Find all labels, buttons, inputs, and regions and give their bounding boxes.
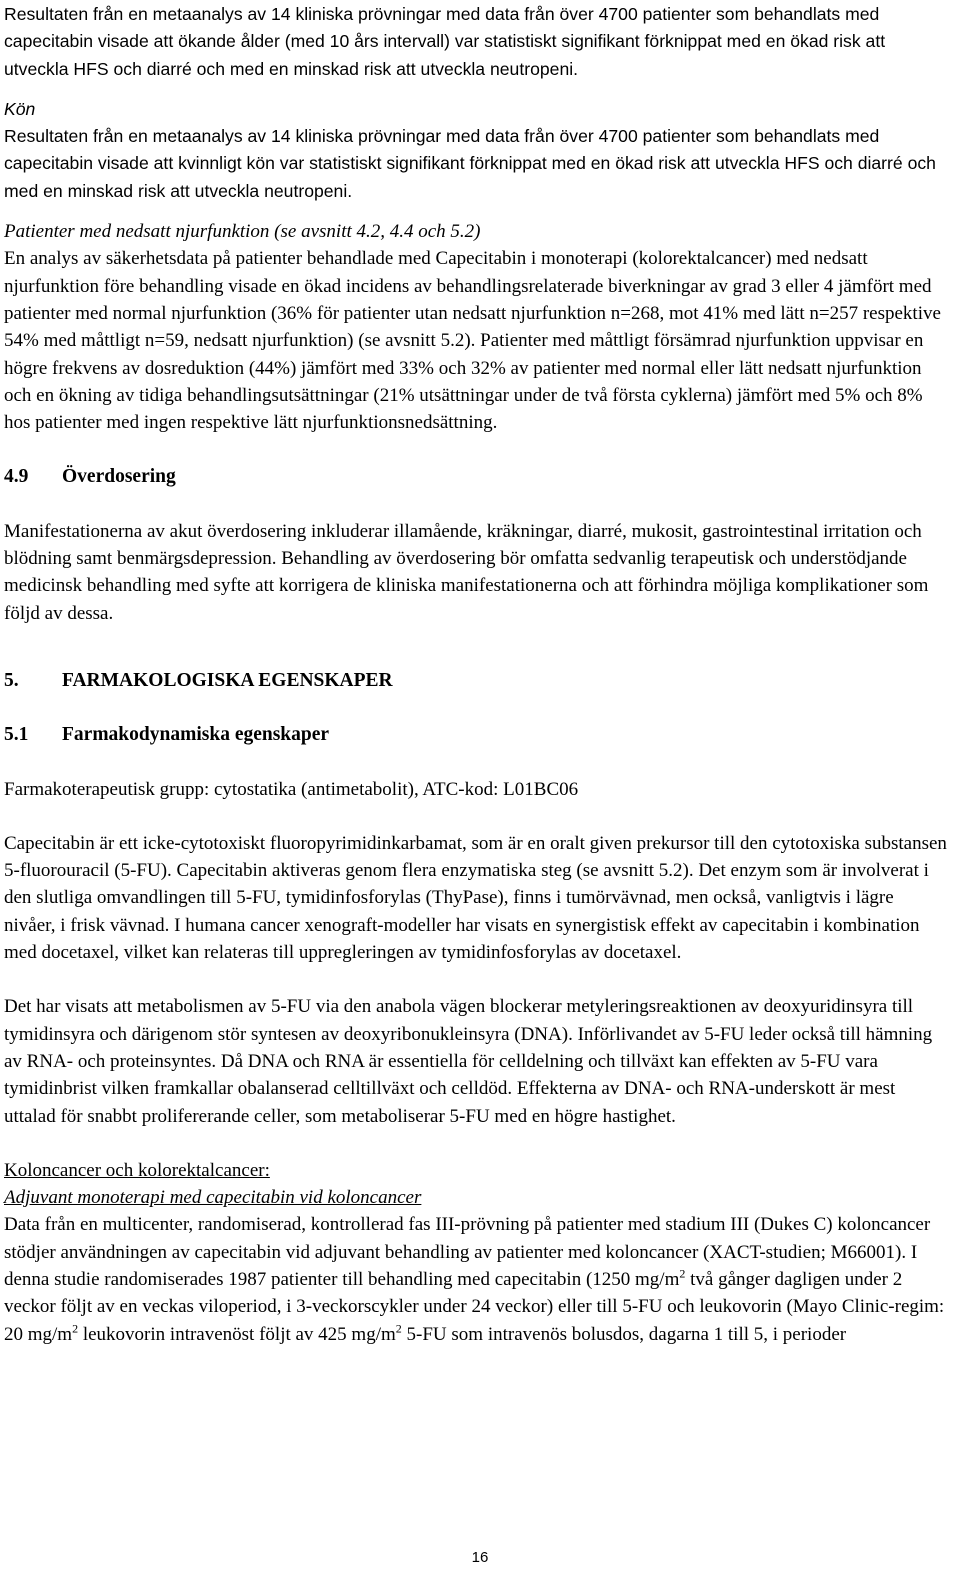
paragraph-kon: Resultaten från en metaanalys av 14 kliniska prövningar med data från över 4700 patienter som behandlats med capecitabin visade att kvinnligt kön var statistiskt signifikant förknippat med en ökad risk att utveckla HFS och diarré och med en minskad risk att utveckla neutropeni.	[4, 126, 936, 201]
heading-5-1	[4, 721, 948, 748]
heading-5-1-number: 5.1	[4, 724, 29, 746]
paragraph-mechanism-1: Capecitabin är ett icke-cytotoxiskt fluoropyrimidinkarbamat, som är en oralt given prekursor till den cytotoxiska substansen 5-fluorouracil (5-FU). Capecitabin aktiveras genom flera enzymatiska steg (se avsnitt 5.2). Det enzym som är involverat i den slutliga omvandlingen till 5-FU, tymidinfosforylas (ThyPase), finns i tumörvävnad, men också, vanligtvis i lägre nivåer, i frisk vävnad. I humana cancer xenograft-modeller har visats en synergistisk effekt av capecitabin i kombination med docetaxel, vilket kan relateras till uppregleringen av tymidinfosforylas av docetaxel.	[4, 832, 947, 964]
superscript-3: 2	[395, 1321, 402, 1336]
paragraph-overdose: Manifestationerna av akut överdosering inkluderar illamående, kräkningar, diarré, mukosit, gastrointestinal irritation och blödning samt benmärgsdepression. Behandling av överdosering bör omfatta sedvanlig terapeutisk och understödjande medicinsk behandling med syfte att korrigera de kliniska manifestationerna och att förhindra möjliga komplikationer som följd av dessa.	[4, 520, 929, 624]
paragraph-xact	[4, 1211, 948, 1347]
page-number: 16	[471, 1549, 489, 1566]
heading-5-1-title: Farmakodynamiska egenskaper	[62, 724, 330, 746]
xact-text-4: 5-FU som intravenös bolusdos, dagarna 1 till 5, i perioder	[401, 1323, 847, 1345]
superscript-2: 2	[72, 1321, 79, 1336]
xact-text-3: leukovorin intravenöst följt av 425 mg/m	[78, 1323, 396, 1345]
paragraph-mechanism-2: Det har visats att metabolismen av 5-FU via den anabola vägen blockerar metyleringsreaktionen av deoxyuridinsyra till tymidinsyra och därigenom stör syntesen av deoxyribonukleinsyra (DNA). Införlivandet av 5-FU leder också till hämning av RNA- och proteinsyntes. Då DNA och RNA är essentiella för celldelning och tillväxt kan effekten av 5-FU vara tymidinbrist vilken framkallar obalanserad celltillväxt och celldöd. Effekterna av DNA- och RNA-underskott är mest uttalad för snabbt prolifererande celler, som metaboliserar 5-FU med en högre hastighet.	[4, 996, 933, 1127]
subheading-colon-cancer: Koloncancer och kolorektalcancer:	[4, 1159, 270, 1181]
xact-text-2: två gånger dagligen under 2 veckor följt av en veckas viloperiod, i 3-veckorscykler under 24 veckor) eller till 5-FU och leukovorin (Mayo Clinic-regim: 20 mg/m	[4, 1268, 945, 1345]
xact-text-1: Data från en multicenter, randomiserad, kontrollerad fas III-prövning på patienter med stadium III (Dukes C) koloncancer stödjer användningen av capecitabin vid adjuvant behandling av patienter med koloncancer (XACT-studien; M66001). I denna studie randomiserades 1987 patienter till behandling med capecitabin (1250 mg/m	[4, 1214, 931, 1290]
heading-5	[4, 667, 948, 694]
subheading-adjuvant: Adjuvant monoterapi med capecitabin vid koloncancer	[4, 1187, 422, 1209]
subheading-renal: Patienter med nedsatt njurfunktion (se avsnitt 4.2, 4.4 och 5.2)	[4, 221, 481, 243]
paragraph-renal: En analys av säkerhetsdata på patienter behandlade med Capecitabin i monoterapi (kolorektalcancer) med nedsatt njurfunktion före behandling visade en ökad incidens av behandlingsrelaterade biverkningar av grad 3 eller 4 jämfört med patienter med normal njurfunktion (36% för patienter utan nedsatt njurfunktion n=268, mot 41% med lätt n=257 respektive 54% med måttligt n=59, nedsatt njurfunktion) (se avsnitt 5.2). Patienter med måttligt försämrad njurfunktion uppvisar en högre frekvens av dosreduktion (44%) jämfört med 33% och 32% av patienter med normal eller lätt nedsatt njurfunktion och en ökning av tidiga behandlingsutsättningar (21% utsättningar under de två första cyklerna) jämfört med 5% och 8% hos patienter med ingen respektive lätt njurfunktionsnedsättning.	[4, 248, 941, 434]
heading-4-9-number: 4.9	[4, 466, 29, 488]
heading-5-title: FARMAKOLOGISKA EGENSKAPER	[62, 669, 393, 691]
document-page	[4, 1, 948, 1348]
superscript-1: 2	[679, 1266, 686, 1281]
heading-4-9-title: Överdosering	[62, 466, 176, 488]
paragraph-age-risk: Resultaten från en metaanalys av 14 kliniska prövningar med data från över 4700 patienter som behandlats med capecitabin visade att ökande ålder (med 10 års intervall) var statistiskt signifikant förknippat med en ökad risk att utveckla HFS och diarré och med en minskad risk att utveckla neutropeni.	[4, 4, 886, 79]
subheading-kon: Kön	[4, 98, 36, 119]
heading-4-9	[4, 463, 948, 490]
paragraph-pharmacotherapeutic-group: Farmakoterapeutisk grupp: cytostatika (antimetabolit), ATC-kod: L01BC06	[4, 778, 579, 800]
heading-5-number: 5.	[4, 669, 19, 691]
